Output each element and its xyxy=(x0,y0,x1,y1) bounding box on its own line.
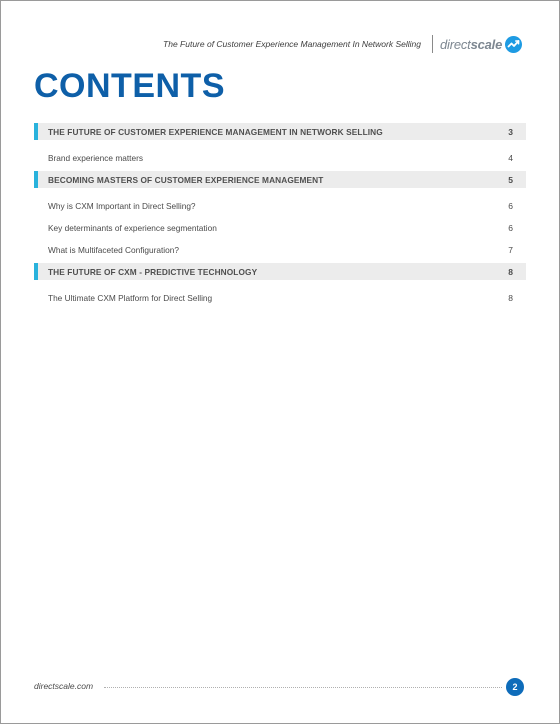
header-document-title: The Future of Customer Experience Management In Network Selling xyxy=(163,39,421,49)
toc-entry-label: The Ultimate CXM Platform for Direct Selling xyxy=(48,293,213,303)
toc-entry-page: 7 xyxy=(508,245,513,255)
toc-item-row[interactable] xyxy=(34,237,526,263)
toc-entry-page: 8 xyxy=(508,293,513,303)
toc-section-row[interactable] xyxy=(34,263,526,280)
toc-entry-page: 3 xyxy=(508,126,513,137)
directscale-logo xyxy=(440,34,522,54)
toc-entry-page: 6 xyxy=(508,223,513,233)
footer-dotted-leader xyxy=(104,687,502,688)
toc-section-row[interactable] xyxy=(34,171,526,188)
footer-website: directscale.com xyxy=(34,681,94,691)
header-divider xyxy=(432,35,433,53)
toc-section-row[interactable] xyxy=(34,123,526,140)
toc-entry-label: BECOMING MASTERS OF CUSTOMER EXPERIENCE MANAGEMENT xyxy=(48,174,324,185)
toc-entry-label: Key determinants of experience segmentation xyxy=(48,223,217,233)
logo-text-light: direct xyxy=(440,36,471,52)
logo-text-bold: scale xyxy=(470,36,503,52)
toc-entry-page: 4 xyxy=(508,153,513,163)
toc-entry-label: THE FUTURE OF CXM - PREDICTIVE TECHNOLOGY xyxy=(48,266,258,277)
table-of-contents xyxy=(34,123,526,311)
toc-item-row[interactable] xyxy=(34,145,526,171)
page-title: CONTENTS xyxy=(34,67,225,105)
toc-item-row[interactable] xyxy=(34,285,526,311)
toc-entry-label: THE FUTURE OF CUSTOMER EXPERIENCE MANAGEMENT IN NETWORK SELLING xyxy=(48,126,383,137)
toc-entry-label: What is Multifaceted Configuration? xyxy=(48,245,179,255)
toc-entry-label: Brand experience matters xyxy=(48,153,144,163)
toc-entry-label: Why is CXM Important in Direct Selling? xyxy=(48,201,196,211)
toc-entry-page: 8 xyxy=(508,266,513,277)
toc-entry-page: 5 xyxy=(508,174,513,185)
toc-entry-page: 6 xyxy=(508,201,513,211)
check-trend-icon xyxy=(505,36,522,53)
page-number-badge: 2 xyxy=(506,678,524,696)
